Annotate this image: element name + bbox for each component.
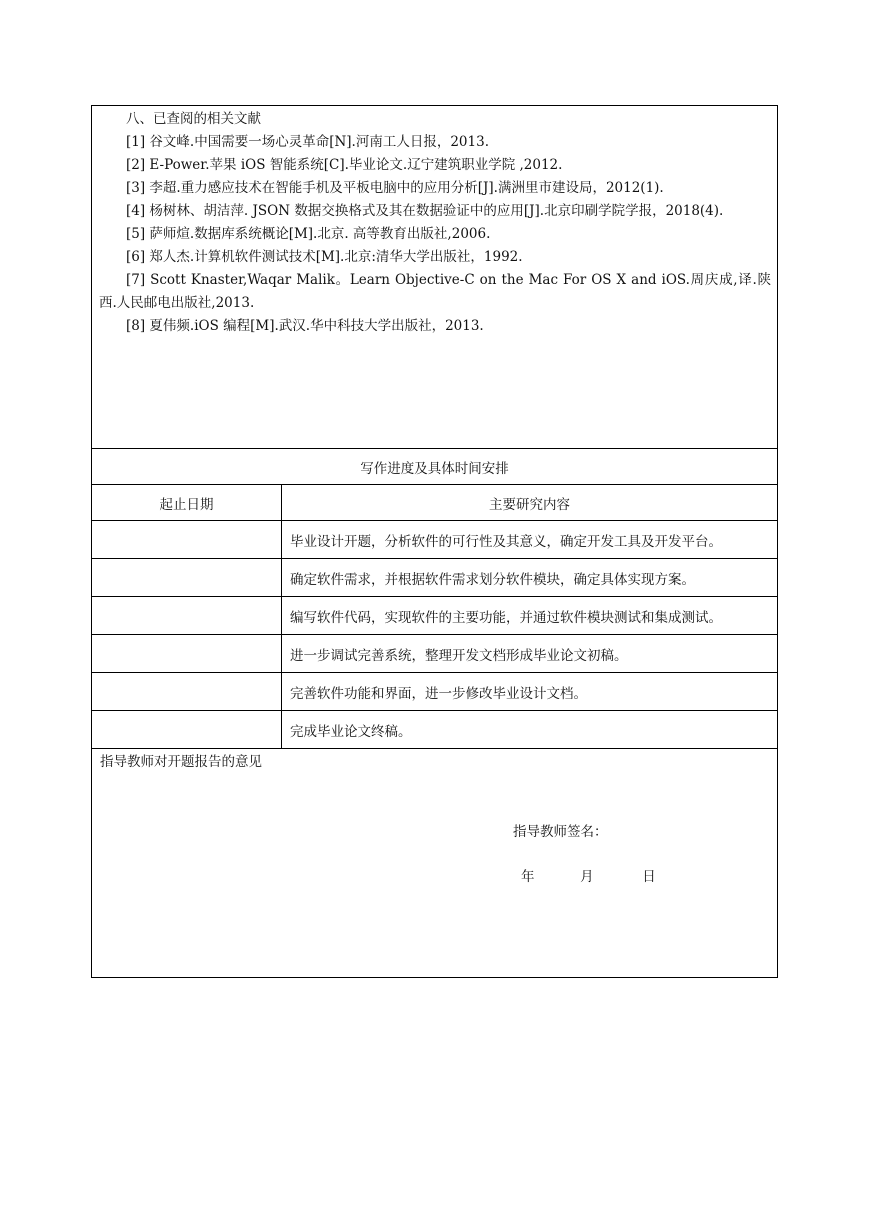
schedule-row	[92, 673, 778, 711]
reference-item: [6] 郑人杰.计算机软件测试技术[M].北京:清华大学出版社，1992.	[126, 249, 523, 265]
schedule-content-cell: 完成毕业论文终稿。	[282, 711, 778, 749]
schedule-date-cell	[92, 673, 282, 711]
signature-date-line	[521, 865, 656, 885]
schedule-row	[92, 597, 778, 635]
schedule-date-cell	[92, 597, 282, 635]
references-cell	[92, 106, 778, 449]
reference-item: [5] 萨师煊.数据库系统概论[M].北京. 高等教育出版社,2006.	[126, 226, 491, 242]
schedule-row	[92, 711, 778, 749]
reference-item: [7] Scott Knaster,Waqar Malik。Learn Objective-C on the Mac For OS X and iOS.周庆成,译.陕西.人民邮电出版社,2013.	[99, 272, 771, 311]
schedule-content-cell: 确定软件需求，并根据软件需求划分软件模块，确定具体实现方案。	[282, 559, 778, 597]
reference-item: [1] 谷文峰.中国需要一场心灵革命[N].河南工人日报，2013.	[126, 134, 489, 150]
references-heading: 八、已查阅的相关文献	[126, 111, 261, 127]
advisor-signature-label: 指导教师签名：	[513, 824, 608, 840]
schedule-content-cell: 进一步调试完善系统，整理开发文档形成毕业论文初稿。	[282, 635, 778, 673]
schedule-title: 写作进度及具体时间安排	[92, 449, 778, 485]
day-label: 日	[642, 869, 656, 885]
schedule-date-cell	[92, 559, 282, 597]
schedule-date-cell	[92, 711, 282, 749]
column-header-date: 起止日期	[92, 485, 282, 521]
month-label: 月	[580, 869, 594, 885]
schedule-content-cell: 完善软件功能和界面，进一步修改毕业设计文档。	[282, 673, 778, 711]
advisor-opinion-cell	[92, 749, 778, 978]
year-label: 年	[521, 869, 535, 885]
column-header-content: 主要研究内容	[282, 485, 778, 521]
reference-item: [4] 杨树林、胡洁萍. JSON 数据交换格式及其在数据验证中的应用[J].北京印刷学院学报，2018(4).	[126, 203, 724, 219]
schedule-content-cell: 毕业设计开题，分析软件的可行性及其意义，确定开发工具及开发平台。	[282, 521, 778, 559]
schedule-row	[92, 635, 778, 673]
schedule-row	[92, 521, 778, 559]
reference-item: [3] 李超.重力感应技术在智能手机及平板电脑中的应用分析[J].满洲里市建设局，2012(1).	[126, 180, 664, 196]
proposal-table	[91, 105, 778, 978]
advisor-opinion-label: 指导教师对开题报告的意见	[100, 754, 262, 770]
reference-item: [8] 夏伟频.iOS 编程[M].武汉.华中科技大学出版社，2013.	[126, 318, 484, 334]
reference-item: [2] E-Power.苹果 iOS 智能系统[C].毕业论文.辽宁建筑职业学院 ,2012.	[126, 157, 563, 173]
schedule-date-cell	[92, 635, 282, 673]
schedule-row	[92, 559, 778, 597]
schedule-content-cell: 编写软件代码，实现软件的主要功能，并通过软件模块测试和集成测试。	[282, 597, 778, 635]
schedule-date-cell	[92, 521, 282, 559]
